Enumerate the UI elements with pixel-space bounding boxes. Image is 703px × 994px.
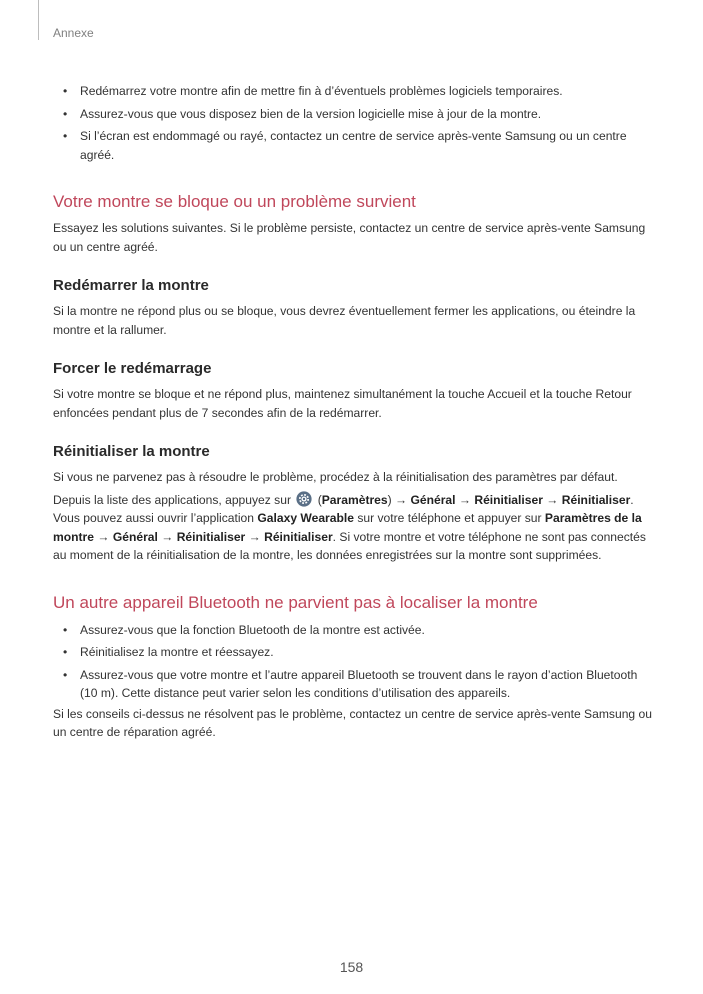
intro-bullet-list <box>53 82 653 164</box>
section-title-watch-freezes: Votre montre se bloque ou un problème survient <box>53 192 416 211</box>
reset-text-2: Depuis la liste des applications, appuyez sur (Paramètres) → Général → Réinitialiser → Réinitialiser. Vous pouvez aussi ouvrir l’application Galaxy Wearable sur votre téléphone et appuyer sur Paramètres de la montre → Général → Réinitialiser → Réinitialiser. Si votre montre et votre téléphone ne sont pas connectés au moment de la réinitialisation de la montre, les données enregistrées sur la montre sont supprimées. <box>53 492 646 562</box>
list-item: • Assurez-vous que la fonction Bluetooth de la montre est activée. <box>53 621 653 640</box>
header-divider <box>38 0 39 40</box>
list-item: • Assurez-vous que vous disposez bien de la version logicielle mise à jour de la montre. <box>53 105 653 124</box>
force-restart-text: Si votre montre se bloque et ne répond plus, maintenez simultanément la touche Accueil et la touche Retour enfoncées pendant plus de 7 secondes afin de la redémarrer. <box>53 387 632 420</box>
section-intro: Essayez les solutions suivantes. Si le problème persiste, contactez un centre de service après-vente Samsung ou un centre agréé. <box>53 221 646 254</box>
list-item: • Réinitialisez la montre et réessayez. <box>53 643 653 662</box>
list-item: • Assurez-vous que votre montre et l’autre appareil Bluetooth se trouvent dans le rayon d’action Bluetooth (10 m). Cette distance peut varier selon les conditions d’utilisation des appareils. <box>53 666 653 703</box>
reset-text-1: Si vous ne parvenez pas à résoudre le problème, procédez à la réinitialisation des paramètres par défaut. <box>53 470 618 484</box>
subsection-title-restart: Redémarrer la montre <box>53 277 209 294</box>
section-header: Annexe <box>53 26 94 40</box>
settings-gear-icon <box>296 491 312 507</box>
list-item: • Redémarrez votre montre afin de mettre fin à d’éventuels problèmes logiciels temporaires. <box>53 82 653 101</box>
bluetooth-outro: Si les conseils ci-dessus ne résolvent pas le problème, contactez un centre de service après-vente Samsung ou un centre de réparation agréé. <box>53 706 652 739</box>
page-content <box>53 82 653 742</box>
subsection-title-reset: Réinitialiser la montre <box>53 443 210 460</box>
section-title-bluetooth: Un autre appareil Bluetooth ne parvient pas à localiser la montre <box>53 592 538 612</box>
bluetooth-bullet-list <box>53 621 653 703</box>
subsection-title-force-restart: Forcer le redémarrage <box>53 360 212 377</box>
list-item: • Si l’écran est endommagé ou rayé, contactez un centre de service après-vente Samsung ou un centre agréé. <box>53 127 653 164</box>
restart-text: Si la montre ne répond plus ou se bloque, vous devrez éventuellement fermer les applications, ou éteindre la montre et la rallumer. <box>53 304 636 337</box>
page-number: 158 <box>339 959 364 975</box>
